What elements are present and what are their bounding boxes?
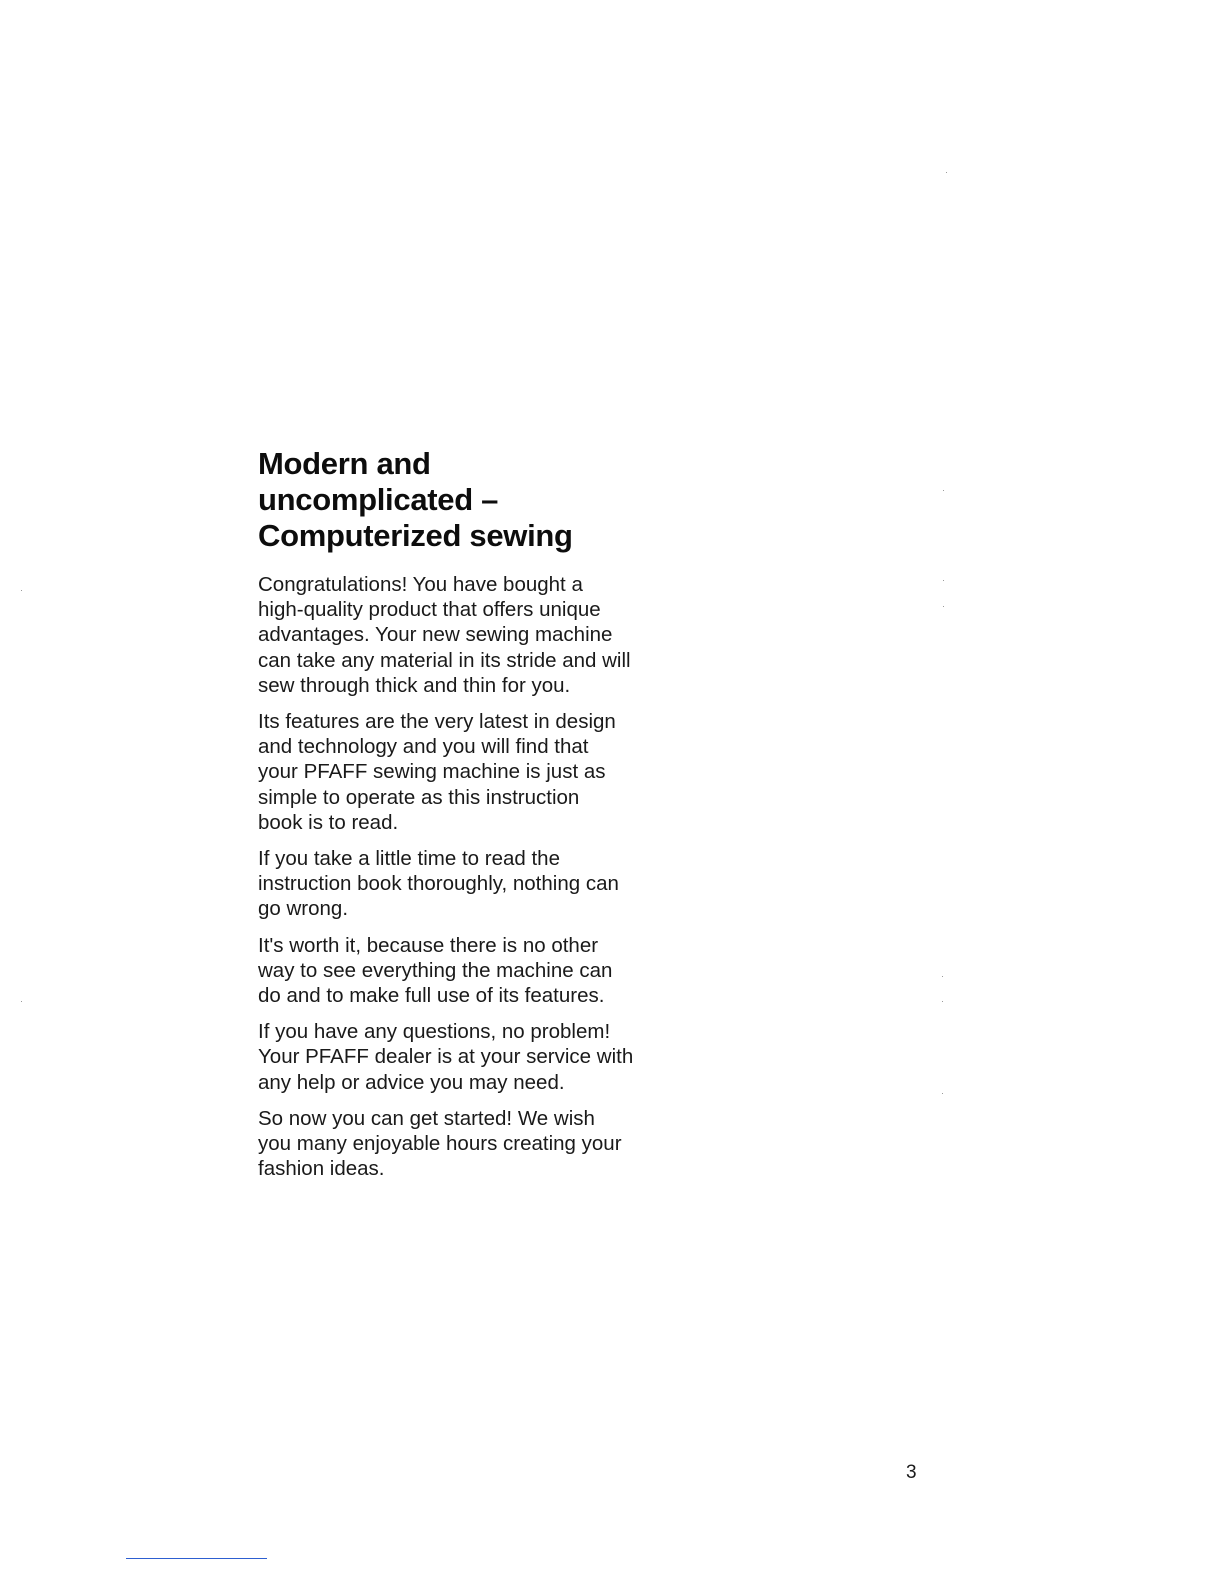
scan-speck [21, 590, 22, 591]
scan-speck [942, 976, 943, 977]
paragraph-features: Its features are the very latest in design and technology and you will find that your PFAFF sewing machine is just as simple to operate as this instruction book is to read. [258, 710, 616, 834]
scan-speck [946, 172, 947, 173]
title-line: Computerized sewing [258, 518, 573, 553]
title-line: uncomplicated – [258, 482, 499, 517]
paragraph-worth-it: It's worth it, because there is no other way to see everything the machine can do and to make full use of its features. [258, 933, 613, 1008]
scan-speck [21, 1001, 22, 1002]
paragraph-read-instructions: If you take a little time to read the instruction book thoroughly, nothing can go wrong. [258, 847, 619, 921]
scan-speck [943, 580, 944, 581]
page-content [258, 446, 698, 1192]
paragraph-get-started: So now you can get started! We wish you many enjoyable hours creating your fashion ideas. [258, 1106, 622, 1181]
paragraph-congratulations: Congratulations! You have bought a high-quality product that offers unique advantages. Your new sewing machine can take any material in its stride and will sew through thick and thin for you. [258, 573, 631, 697]
bottom-rule [126, 1558, 267, 1559]
scan-speck [942, 1093, 943, 1094]
page-number: 3 [906, 1462, 917, 1483]
paragraph-questions: If you have any questions, no problem! Your PFAFF dealer is at your service with any help or advice you may need. [258, 1020, 634, 1094]
scan-speck [942, 1001, 943, 1002]
page-title [258, 446, 698, 554]
scan-speck [943, 606, 944, 607]
title-line: Modern and [258, 446, 431, 481]
scan-speck [943, 490, 944, 491]
